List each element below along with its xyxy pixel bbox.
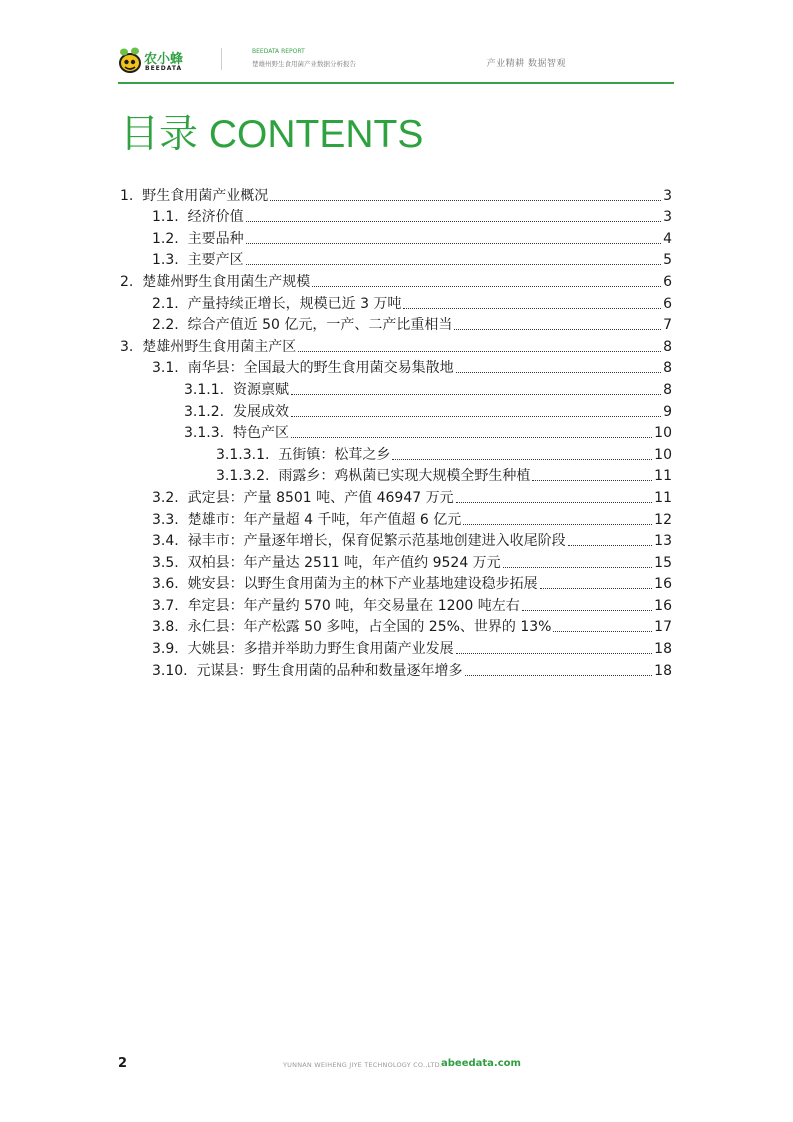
toc-entry-page: 15 [654, 554, 672, 571]
toc-entry-page: 8 [663, 338, 672, 355]
toc-dot-leader [456, 502, 653, 503]
toc-dot-leader [463, 524, 652, 525]
toc-entry-page: 18 [654, 641, 672, 658]
toc-entry-title: 主要产区 [187, 252, 244, 269]
toc-entry-title: 双柏县：年产量达 2511 吨，年产值约 9524 万元 [187, 554, 501, 571]
toc-entry[interactable] [120, 464, 672, 486]
toc-entry-number: 3.9. [152, 641, 188, 658]
toc-entry-page: 3 [663, 187, 672, 204]
toc-entry-page: 4 [663, 230, 672, 247]
toc-entry[interactable] [120, 399, 672, 421]
toc-dot-leader [456, 653, 653, 654]
toc-entry[interactable] [120, 485, 672, 507]
toc-entry[interactable] [120, 507, 672, 529]
toc-dot-leader [246, 221, 661, 222]
toc-entry-number: 3.8. [152, 619, 188, 636]
toc-entry-number: 3. [120, 338, 143, 355]
toc-dot-leader [291, 416, 661, 417]
toc-entry-title: 南华县：全国最大的野生食用菌交易集散地 [187, 360, 454, 377]
toc-entry[interactable] [120, 636, 672, 658]
header-divider [221, 48, 222, 70]
toc-entry-title: 姚安县：以野生食用菌为主的林下产业基地建设稳步拓展 [187, 576, 538, 593]
toc-entry-number: 3.6. [152, 576, 188, 593]
toc-entry[interactable] [120, 615, 672, 637]
toc-entry[interactable] [120, 248, 672, 270]
toc-dot-leader [454, 329, 661, 330]
toc-entry-page: 10 [654, 446, 672, 463]
header-rule [118, 82, 674, 84]
toc-entry-page: 16 [654, 597, 672, 614]
toc-entry[interactable] [120, 269, 672, 291]
toc-entry-title: 禄丰市：产量逐年增长，保育促繁示范基地创建进入收尾阶段 [187, 533, 566, 550]
toc-entry-page: 6 [663, 273, 672, 290]
toc-entry-number: 3.1.1. [184, 381, 233, 398]
toc-dot-leader [291, 437, 652, 438]
bee-logo-icon [118, 46, 144, 76]
toc-dot-leader [553, 631, 652, 632]
toc-entry-page: 11 [654, 468, 672, 485]
toc-entry-number: 3.1.3.1. [216, 446, 279, 463]
toc-entry-page: 16 [654, 576, 672, 593]
toc-entry-page: 6 [663, 295, 672, 312]
toc-entry-title: 楚雄州野生食用菌生产规模 [142, 273, 311, 290]
toc-entry[interactable] [120, 205, 672, 227]
toc-entry-number: 3.3. [152, 511, 188, 528]
toc-entry-page: 8 [663, 360, 672, 377]
toc-dot-leader [270, 200, 661, 201]
toc-entry-number: 3.7. [152, 597, 188, 614]
toc-dot-leader [522, 610, 652, 611]
toc-entry[interactable] [120, 313, 672, 335]
toc-dot-leader [246, 243, 661, 244]
toc-entry-title: 主要品种 [187, 230, 244, 247]
toc-dot-leader [540, 588, 653, 589]
report-name-english: BEEDATA REPORT [252, 48, 305, 55]
toc-entry-title: 产量持续正增长，规模已近 3 万吨 [187, 295, 402, 312]
toc-dot-leader [246, 264, 661, 265]
toc-entry-number: 3.1.2. [184, 403, 233, 420]
toc-entry-title: 楚雄州野生食用菌主产区 [142, 338, 297, 355]
toc-entry-number: 3.1.3.2. [216, 468, 279, 485]
toc-entry-title: 雨露乡：鸡枞菌已实现大规模全野生种植 [278, 468, 531, 485]
toc-entry-number: 2.2. [152, 317, 188, 334]
toc-entry-number: 3.1. [152, 360, 188, 377]
toc-entry-title: 特色产区 [232, 425, 289, 442]
toc-entry-title: 元谋县：野生食用菌的品种和数量逐年增多 [196, 662, 463, 679]
toc-dot-leader [503, 567, 652, 568]
toc-entry-page: 5 [663, 252, 672, 269]
toc-dot-leader [312, 286, 661, 287]
toc-entry-title: 野生食用菌产业概况 [142, 187, 269, 204]
toc-entry-page: 17 [654, 619, 672, 636]
toc-entry-number: 3.1.3. [184, 425, 233, 442]
page-number: 2 [118, 1056, 128, 1071]
toc-dot-leader [392, 459, 652, 460]
toc-entry-page: 18 [654, 662, 672, 679]
toc-entry-number: 3.5. [152, 554, 188, 571]
toc-entry-page: 9 [663, 403, 672, 420]
toc-entry-title: 大姚县：多措并举助力野生食用菌产业发展 [187, 641, 454, 658]
toc-entry-title: 资源禀赋 [232, 381, 289, 398]
toc-dot-leader [568, 545, 653, 546]
toc-entry-number: 3.10. [152, 662, 197, 679]
toc-dot-leader [456, 372, 661, 373]
toc-entry-page: 3 [663, 209, 672, 226]
toc-entry-number: 3.2. [152, 489, 188, 506]
footer-website-link[interactable]: abeedata.com [441, 1058, 521, 1069]
toc-dot-leader [532, 480, 652, 481]
brand-logo [118, 46, 208, 76]
toc-dot-leader [291, 394, 661, 395]
toc-entry-number: 1.2. [152, 230, 188, 247]
toc-entry-title: 牟定县：年产量约 570 吨，年交易量在 1200 吨左右 [187, 597, 520, 614]
toc-entry-title: 综合产值近 50 亿元，一产、二产比重相当 [187, 317, 453, 334]
toc-entry-number: 1. [120, 187, 143, 204]
toc-dot-leader [403, 308, 661, 309]
toc-entry[interactable] [120, 550, 672, 572]
toc-entry-title: 发展成效 [232, 403, 289, 420]
logo-chinese-text: 农小蜂 [144, 52, 184, 67]
page-header [118, 44, 674, 84]
toc-entry-title: 五街镇：松茸之乡 [278, 446, 391, 463]
toc-dot-leader [298, 351, 661, 352]
toc-entry-page: 12 [654, 511, 672, 528]
toc-entry-title: 武定县：产量 8501 吨、产值 46947 万元 [187, 489, 454, 506]
toc-entry-number: 2. [120, 273, 143, 290]
page-title: 目录 CONTENTS [120, 113, 424, 156]
toc-entry[interactable] [120, 529, 672, 551]
toc-dot-leader [465, 675, 653, 676]
toc-entry[interactable] [120, 226, 672, 248]
toc-entry-page: 7 [663, 317, 672, 334]
toc-entry[interactable] [120, 421, 672, 443]
toc-entry[interactable] [120, 334, 672, 356]
toc-entry[interactable] [120, 183, 672, 205]
header-slogan: 产业精耕 数据智观 [486, 59, 566, 69]
toc-entry-title: 楚雄市：年产量超 4 千吨，年产值超 6 亿元 [187, 511, 462, 528]
toc-entry[interactable] [120, 572, 672, 594]
toc-entry[interactable] [120, 377, 672, 399]
toc-entry-page: 8 [663, 381, 672, 398]
toc-entry-title: 经济价值 [187, 209, 244, 226]
toc-entry[interactable] [120, 658, 672, 680]
toc-entry[interactable] [120, 291, 672, 313]
toc-entry[interactable] [120, 593, 672, 615]
toc-entry-page: 13 [654, 533, 672, 550]
report-name-chinese: 楚雄州野生食用菌产业数据分析报告 [252, 60, 356, 68]
toc-entry-title: 永仁县：年产松露 50 多吨，占全国的 25%、世界的 13% [187, 619, 552, 636]
toc-entry[interactable] [120, 442, 672, 464]
toc-entry-number: 3.4. [152, 533, 188, 550]
toc-entry-number: 1.1. [152, 209, 188, 226]
table-of-contents [120, 183, 672, 680]
toc-entry-page: 10 [654, 425, 672, 442]
logo-english-text: BEEDATA [145, 65, 183, 72]
toc-entry-number: 1.3. [152, 252, 188, 269]
toc-entry-number: 2.1. [152, 295, 188, 312]
footer-company: YUNNAN WEIHENG JIYE TECHNOLOGY CO.,LTD. [283, 1061, 443, 1069]
toc-entry[interactable] [120, 356, 672, 378]
toc-entry-page: 11 [654, 489, 672, 506]
